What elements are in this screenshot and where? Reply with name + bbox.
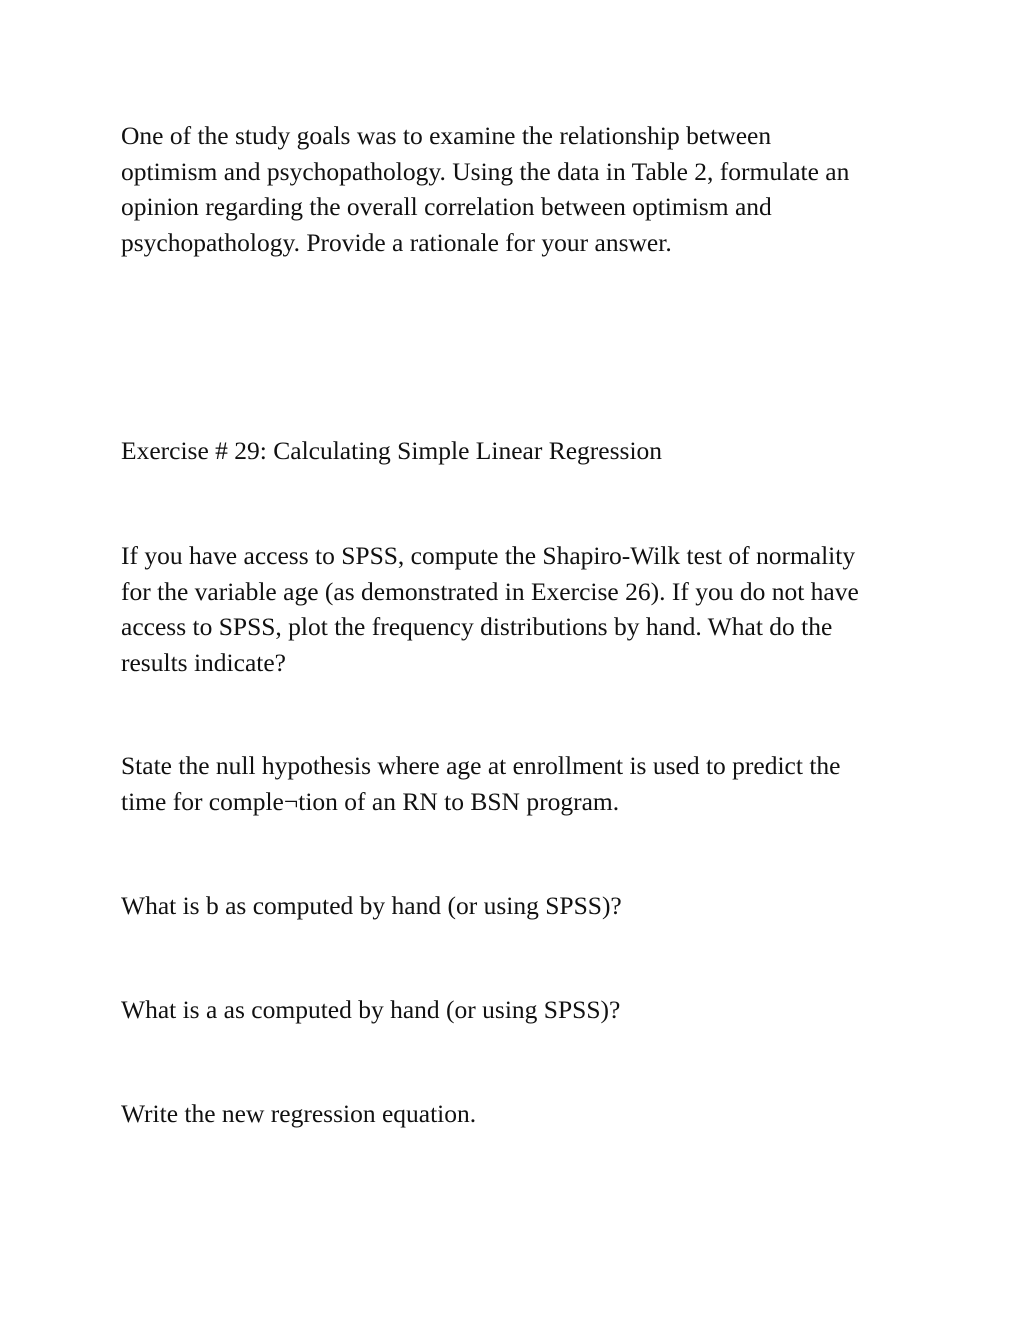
shapiro-wilk-question-paragraph	[121, 538, 911, 680]
text-line: for the variable age (as demonstrated in Exercise 26). If you do not have	[121, 576, 859, 606]
b-value-question	[121, 888, 911, 924]
text-line: What is a as computed by hand (or using SPSS)?	[121, 995, 621, 1024]
text-line: results indicate?	[121, 647, 286, 677]
text-line: optimism and psychopathology. Using the data in Table 2, formulate an	[121, 156, 850, 186]
text-line: access to SPSS, plot the frequency distributions by hand. What do the	[121, 612, 833, 641]
text-line: Write the new regression equation.	[121, 1099, 477, 1128]
text-line: opinion regarding the overall correlation between optimism and	[121, 192, 772, 221]
text-line: psychopathology. Provide a rationale for your answer.	[121, 227, 672, 257]
regression-equation-question	[121, 1096, 911, 1132]
exercise-heading	[121, 433, 911, 469]
text-line: State the null hypothesis where age at enrollment is used to predict the	[121, 751, 841, 780]
text-line: Exercise # 29: Calculating Simple Linear Regression	[121, 436, 663, 465]
text-line: If you have access to SPSS, compute the Shapiro-Wilk test of normality	[121, 541, 856, 570]
a-value-question	[121, 992, 911, 1028]
text-line: What is b as computed by hand (or using SPSS)?	[121, 891, 622, 920]
optimism-question-paragraph	[121, 118, 911, 260]
text-line: One of the study goals was to examine the relationship between	[121, 121, 772, 150]
text-line: time for comple¬tion of an RN to BSN program.	[121, 786, 620, 816]
null-hypothesis-question-paragraph	[121, 748, 911, 819]
